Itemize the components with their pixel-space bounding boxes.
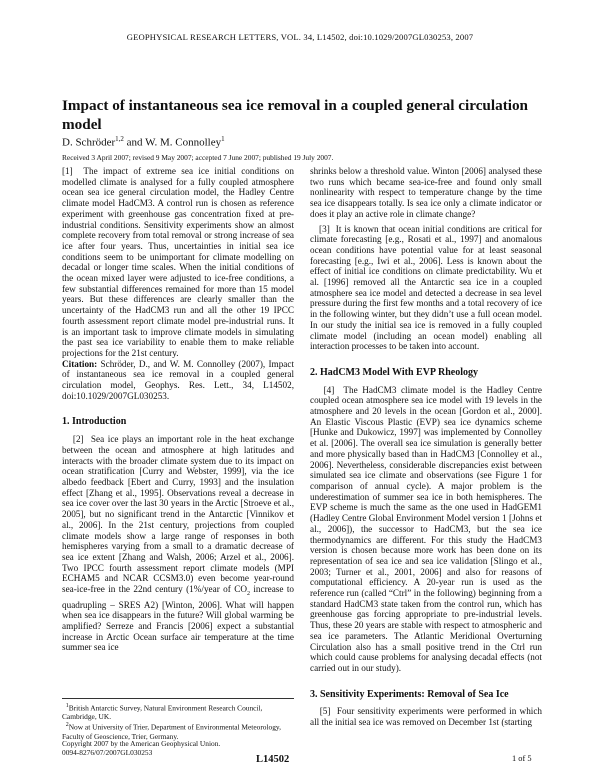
copyright-code: 0094-8276/07/2007GL030253	[62, 748, 153, 757]
article-number: L14502	[256, 754, 290, 765]
para-number: [2]	[72, 434, 84, 445]
paragraph-text: (1%/year of CO	[186, 584, 247, 595]
author-line	[62, 135, 225, 149]
affiliation-footnotes	[62, 698, 294, 741]
paragraph-2	[62, 434, 294, 653]
paragraph-3	[310, 224, 542, 352]
footnote-1	[62, 702, 294, 721]
para-number: [5]	[319, 706, 331, 717]
paragraph-text: [Winton, 2006]. What will happen when sea ice disappears in the future? Will global warming be amplified? Serreze and Francis [2006] expect a substantial increase in Arctic Ocean surface air temperature at the time summer sea ice	[62, 599, 295, 653]
author-1: D. Schröder	[62, 136, 116, 149]
citation	[62, 359, 294, 402]
footnote-marker: 1	[65, 703, 69, 709]
left-column	[62, 166, 294, 653]
author-1-affiliation: 1,2	[115, 135, 124, 143]
paragraph-text: The HadCM3 climate model is the Hadley Centre coupled ocean atmosphere sea ice model with 19 levels in the atmosphere and 20 levels in the ocean [Gordon et al., 2000]. An Elastic Viscous Plastic (EVP) sea ice dynamics scheme [Hunke and Dukowicz, 1997] was implemented by Connolley et al. [2006]. The overall sea ice simulation is generally better and more physically based than in HadCM3 [Connolley et al., 2006]. Nevertheless, considerable discrepancies exist between simulated sea ice climate and observations (see Figure 1 for comparison of annual cycle). A major problem is the underestimation of summer sea ice in both hemispheres. The EVP scheme is much the same as the one used in HadGEM1 (Hadley Centre Global Environment Model version 1 [Johns et al., 2006]), the successor to HadCM3, but the sea ice thermodynamics are different. For this study the HadCM3 version is chosen because more work has been done on its representation of sea ice and sea ice validation [Slingo et al., 2003; Turner et al., 2001, 2006] and also for reasons of computational efficiency. A 20-year run is used as the reference run (called “Ctrl” in the following) beginning from a standard HadCM3 state taken from the control run, which has greenhouse gas forcing appropriate to pre-industrial levels. Thus, these 20 years are stable with respect to atmospheric and sea ice parameters. The Atlantic Meridional Overturning Circulation also has a small positive trend in the Ctrl run which could cause problems for analysing decadal effects (not carried out in our study).	[310, 384, 543, 673]
paragraph-4	[310, 385, 542, 674]
abstract-text: The impact of extreme sea ice initial conditions on modelled climate is analysed for a fully coupled atmosphere ocean sea ice general circulation model, the Hadley Centre climate model HadCM3. A control run is chosen as reference experiment with greenhouse gas concentration fixed at pre-industrial conditions. Sensitivity experiments show an almost complete recovery from total removal or strong increase of sea ice after four years. Thus, uncertainties in initial sea ice conditions seem to be unimportant for climate modelling on decadal or longer time scales. When the initial conditions of the ocean mixed layer were adjusted to ice-free conditions, a few substantial differences remained for more than 15 model years. But these differences are clearly smaller than the uncertainty of the HadCM3 run and all the other 19 IPCC fourth assessment report climate model pre-industrial runs. It is an important task to improve climate models in simulating the past sea ice variability to enable them to make reliable projections for the 21st century.	[62, 166, 294, 358]
para-number: [4]	[323, 384, 335, 395]
right-column	[310, 166, 542, 728]
citation-label: Citation:	[62, 358, 98, 369]
paragraph-text: increase to quadrupling – SRES A2)	[62, 584, 294, 610]
para-number: [3]	[319, 223, 330, 234]
paragraph-text: Four sensitivity experiments were performed in which all the initial sea ice was removed on December 1st (starting	[310, 706, 543, 728]
section-heading-introduction: 1. Introduction	[62, 416, 127, 428]
footnote-text: Now at University of Trier, Department of Environmental Meteorology, Faculty of Geoscience, Trier, Germany.	[62, 722, 281, 741]
paper-title: Impact of instantaneous sea ice removal in a coupled general circulation model	[62, 97, 529, 133]
author-2-affiliation: 1	[221, 135, 225, 143]
section-heading-experiments: 3. Sensitivity Experiments: Removal of Sea Ice	[310, 688, 509, 700]
paragraph-text: Sea ice plays an important role in the heat exchange between the ocean and atmosphere at high latitudes and interacts with the broader climate system due to its impact on ocean stratification [Curry and Webster, 1999], via the ice albedo feedback [Ebert and Curry, 1993] and the insulation effect [Zhang et al., 1995]. Observations reveal a decrease in sea ice cover over the last 30 years in the Arctic [Stroeve et al., 2005], but no significant trend in the Antarctic [Vinnikov et al., 2006]. In the 21st century, projections from coupled climate models show a large range of responses in both hemispheres varying from a small to a dramatic decrease of sea ice extent [Zhang and Walsh, 2006; Arzel et al., 2006]. Two IPCC fourth assessment report climate models (MPI ECHAM5 and NCAR CCSM3.0) even become year-round sea-ice-free in the 22nd century	[62, 434, 295, 595]
copyright-line: Copyright 2007 by the American Geophysical Union.	[62, 739, 221, 748]
paragraph-text: It is known that ocean initial conditions are critical for climate forecasting [e.g., Rosati et al., 1997] and anomalous ocean conditions have potential value for at least seasonal forecasting [e.g., Iwi et al., 2006]. Less is known about the effect of initial ice conditions on climate predictability. Wu et al. [1996] removed all the Antarctic sea ice in a coupled atmosphere sea ice model and detected a decrease in sea level pressure during the first few months and a total recovery of ice in the following winter, but they didn’t use a full ocean model. In our study the initial sea ice is removed in a fully coupled climate model (including an ocean model) enabling all interaction processes to be taken into account.	[310, 223, 543, 352]
paragraph-2-continued: shrinks below a threshold value. Winton [2006] analysed these two runs which became sea-ice-free and found only small nonlinearity with respect to temperature change by the time sea ice disappears totally. Is sea ice only a climate indicator or does it play an active role in climate change?	[310, 166, 542, 219]
received-dates: Received 3 April 2007; revised 9 May 2007; accepted 7 June 2007; published 19 July 2007.	[62, 153, 334, 162]
author-conjunction: and	[123, 136, 146, 149]
section-heading-model: 2. HadCM3 Model With EVP Rheology	[310, 366, 478, 378]
paragraph-5	[310, 706, 542, 727]
page-indicator: 1 of 5	[512, 754, 532, 763]
citation-text: Schröder, D., and W. M. Connolley (2007), Impact of instantaneous sea ice removal in a coupled general circulation model, Geophys. Res. Lett., 34, L14502, doi:10.1029/2007GL030253.	[62, 358, 295, 401]
author-2: W. M. Connolley	[145, 136, 222, 149]
journal-header: GEOPHYSICAL RESEARCH LETTERS, VOL. 34, L14502, doi:10.1029/2007GL030253, 2007	[126, 32, 474, 42]
footnote-text: British Antarctic Survey, Natural Environment Research Council, Cambridge, UK.	[62, 703, 263, 722]
para-number: [1]	[62, 166, 73, 176]
subscript: 2	[246, 590, 250, 597]
footnote-marker: 2	[65, 722, 69, 729]
abstract	[62, 166, 294, 359]
